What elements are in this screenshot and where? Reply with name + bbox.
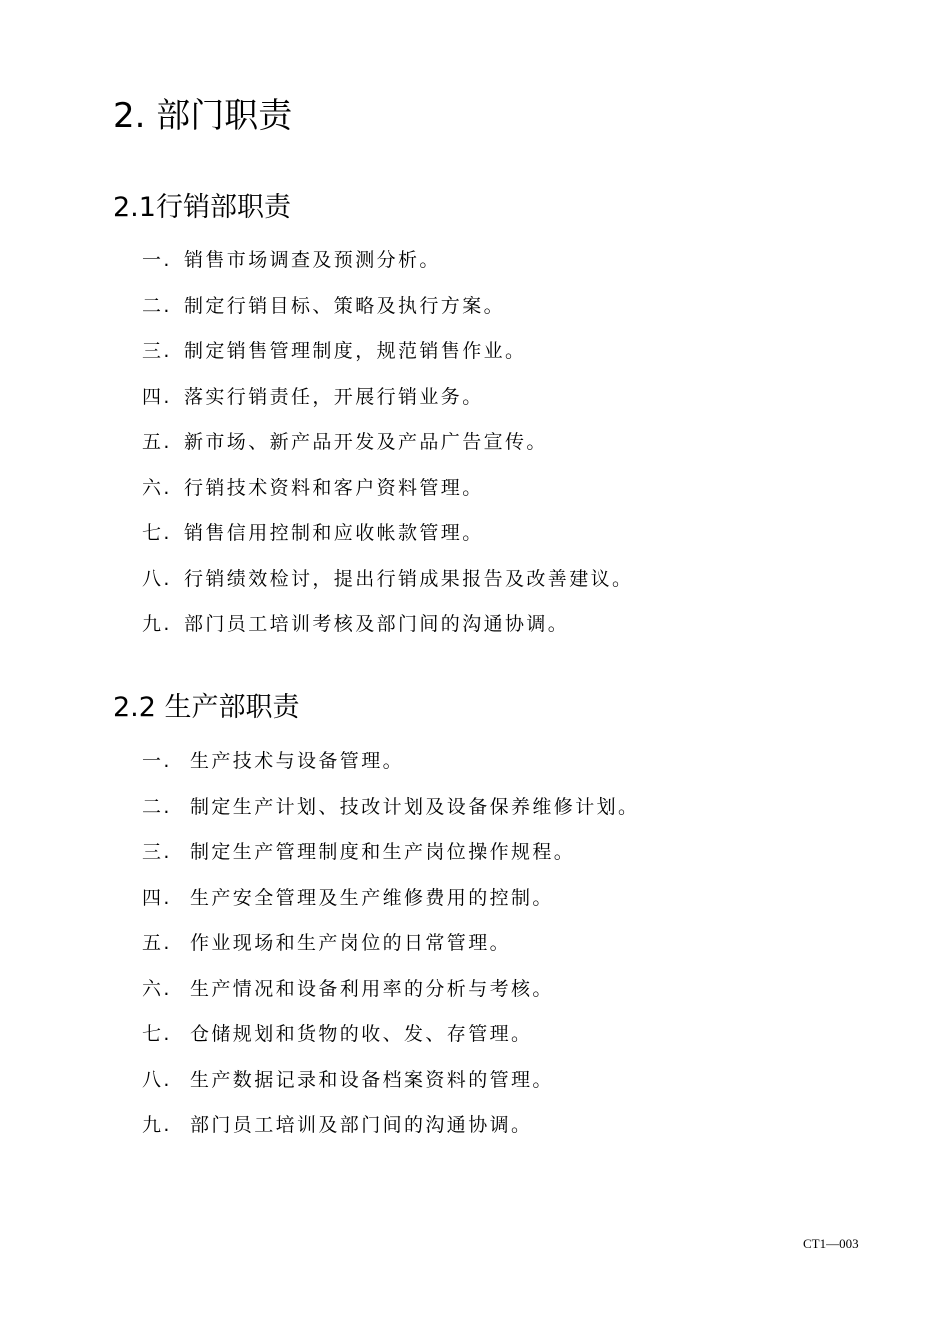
item-number: 九. [142,613,172,636]
item-text: 生产安全管理及生产维修费用的控制。 [190,886,554,909]
list-item [142,1010,639,1056]
item-number: 五. [142,932,172,955]
item-number: 一. [142,249,172,272]
list-item [142,236,633,282]
list-item [142,327,633,373]
list-item [142,965,639,1011]
item-text: 落实行销责任，开展行销业务。 [184,385,484,408]
item-text: 制定生产计划、技改计划及设备保养维修计划。 [190,795,640,818]
list-item [142,418,633,464]
item-number: 四. [142,886,172,909]
item-number: 六. [142,476,172,499]
list-item [142,373,633,419]
item-number: 二. [142,294,172,317]
item-number: 四. [142,385,172,408]
list-item [142,555,633,601]
list-item [142,919,639,965]
item-text: 生产技术与设备管理。 [190,750,405,773]
item-text: 销售市场调查及预测分析。 [184,249,441,272]
item-text: 作业现场和生产岗位的日常管理。 [190,932,512,955]
list-item [142,464,633,510]
item-number: 八. [142,567,172,590]
item-text: 销售信用控制和应收帐款管理。 [184,522,484,545]
document-code: CT1—003 [803,1236,859,1251]
list-item [142,1056,639,1102]
production-duties-list [142,737,639,1147]
item-number: 一. [142,750,172,773]
list-item [142,828,639,874]
list-item [142,874,639,920]
item-number: 七. [142,522,172,545]
item-text: 部门员工培训及部门间的沟通协调。 [190,1114,533,1137]
section-heading-production: 2.2 生产部职责 [113,692,300,723]
page-title: 2. 部门职责 [113,96,293,136]
list-item [142,783,639,829]
item-text: 新市场、新产品开发及产品广告宣传。 [184,431,548,454]
item-number: 九. [142,1114,172,1137]
marketing-duties-list [142,236,633,646]
item-text: 制定销售管理制度，规范销售作业。 [184,340,527,363]
list-item [142,600,633,646]
list-item [142,509,633,555]
list-item [142,282,633,328]
item-number: 五. [142,431,172,454]
item-number: 三. [142,841,172,864]
item-text: 制定生产管理制度和生产岗位操作规程。 [190,841,576,864]
item-text: 生产数据记录和设备档案资料的管理。 [190,1068,554,1091]
item-number: 三. [142,340,172,363]
list-item [142,1101,639,1147]
section-heading-marketing: 2.1行销部职责 [113,192,291,223]
item-text: 制定行销目标、策略及执行方案。 [184,294,506,317]
list-item [142,737,639,783]
item-text: 生产情况和设备利用率的分析与考核。 [190,977,554,1000]
item-text: 仓储规划和货物的收、发、存管理。 [190,1023,533,1046]
item-text: 部门员工培训考核及部门间的沟通协调。 [184,613,570,636]
item-number: 六. [142,977,172,1000]
item-text: 行销绩效检讨，提出行销成果报告及改善建议。 [184,567,634,590]
item-number: 二. [142,795,172,818]
item-text: 行销技术资料和客户资料管理。 [184,476,484,499]
item-number: 七. [142,1023,172,1046]
item-number: 八. [142,1068,172,1091]
